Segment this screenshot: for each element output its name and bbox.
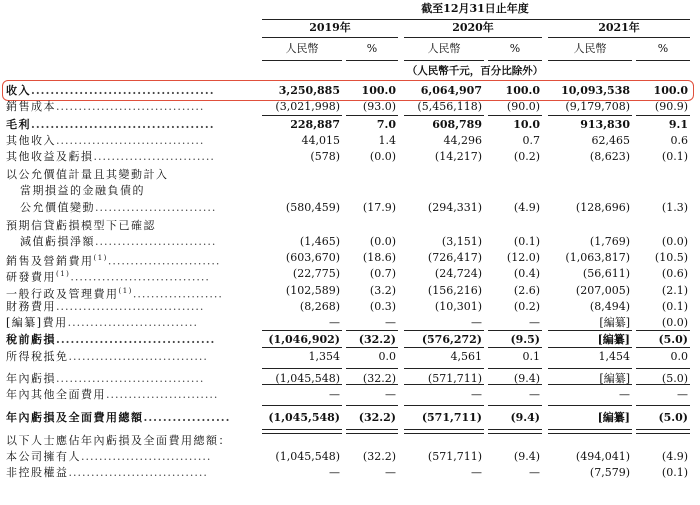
subtotal-rule xyxy=(548,368,632,369)
table-cell: 1,354 xyxy=(308,350,340,363)
col-underline-u21 xyxy=(548,60,632,61)
row-label-text: 公允價值變動 xyxy=(20,201,95,214)
table-cell: (4.9) xyxy=(661,450,688,463)
table-cell: [編纂] xyxy=(597,411,630,424)
footnote-marker: (1) xyxy=(93,254,108,262)
table-cell: 100.0 xyxy=(361,84,396,97)
leader-dots: ............................. xyxy=(81,450,212,463)
subtotal-rule xyxy=(636,384,690,385)
row-label-text: [編纂]費用 xyxy=(6,316,68,329)
subtotal-rule xyxy=(262,368,342,369)
table-cell: 913,830 xyxy=(580,118,630,131)
row-label-text: 稅前虧損 xyxy=(6,333,56,346)
row-label-text: 銷售及營銷費用 xyxy=(6,254,94,268)
subtotal-rule xyxy=(346,347,398,348)
table-cell: 228,887 xyxy=(290,118,340,131)
table-cell: 0.7 xyxy=(522,134,540,147)
table-cell: (1,045,548) xyxy=(275,450,340,463)
row-label-text: 非控股權益 xyxy=(6,466,69,479)
leader-dots: ........................... xyxy=(95,201,217,214)
subtotal-rule xyxy=(262,115,342,116)
table-cell: (0.6) xyxy=(661,267,688,280)
table-cell: (32.2) xyxy=(362,450,396,463)
subtotal-rule xyxy=(346,330,398,331)
row-label xyxy=(6,350,208,364)
col-underline-u19 xyxy=(262,60,342,61)
col-underline-p20 xyxy=(488,60,542,61)
subtotal-rule xyxy=(636,368,690,369)
subtotal-rule xyxy=(548,347,632,348)
row-label xyxy=(6,372,204,386)
table-cell: 0.0 xyxy=(378,350,396,363)
table-cell: (9,179,708) xyxy=(565,100,630,113)
period-header: 截至12月31日止年度 xyxy=(421,2,529,15)
subtotal-rule xyxy=(262,347,342,348)
subtotal-rule xyxy=(262,330,342,331)
row-label xyxy=(6,411,230,425)
table-cell: 6,064,907 xyxy=(420,84,482,97)
table-cell: 0.0 xyxy=(670,350,688,363)
pct-2021: % xyxy=(657,42,669,55)
table-cell: (5.0) xyxy=(658,411,688,424)
subtotal-rule xyxy=(488,384,542,385)
row-label xyxy=(20,184,145,198)
row-label-text: 財務費用 xyxy=(6,300,56,313)
table-cell: (2.1) xyxy=(661,284,688,297)
leader-dots: ............................... xyxy=(68,350,208,363)
total-double-rule xyxy=(404,429,484,434)
table-cell: (90.9) xyxy=(654,100,688,113)
table-cell: (1,045,548) xyxy=(275,372,340,385)
row-label xyxy=(6,388,218,402)
subtotal-rule xyxy=(346,405,398,406)
subtotal-rule xyxy=(636,405,690,406)
subtotal-rule xyxy=(488,347,542,348)
table-cell: (5.0) xyxy=(661,372,688,385)
table-cell: (0.1) xyxy=(661,300,688,313)
row-label-text: 本公司擁有人 xyxy=(6,450,81,463)
subtotal-rule xyxy=(636,347,690,348)
row-label-text: 預期信貸虧損模型下已確認 xyxy=(6,219,156,232)
table-cell: (10,301) xyxy=(434,300,482,313)
total-double-rule xyxy=(346,429,398,434)
unit-2019: 人民幣 xyxy=(285,42,319,55)
table-cell: (1.3) xyxy=(661,201,688,214)
table-cell: (14,217) xyxy=(434,150,482,163)
table-cell: 9.1 xyxy=(668,118,688,131)
table-cell: (4.9) xyxy=(513,201,540,214)
table-cell: — xyxy=(385,388,396,401)
table-cell: (18.6) xyxy=(362,251,396,264)
subtotal-rule xyxy=(636,330,690,331)
table-cell: (12.0) xyxy=(506,251,540,264)
subtotal-rule xyxy=(346,368,398,369)
row-label xyxy=(6,333,215,347)
subtotal-rule xyxy=(404,115,484,116)
table-cell: (0.7) xyxy=(369,267,396,280)
row-label xyxy=(6,84,215,98)
leader-dots: ......................... xyxy=(106,388,219,401)
table-cell: (0.2) xyxy=(513,300,540,313)
leader-dots: ................................. xyxy=(56,100,205,113)
table-cell: 608,789 xyxy=(432,118,482,131)
table-cell: — xyxy=(329,388,340,401)
table-cell: (128,696) xyxy=(575,201,630,214)
row-label-text: 年內虧損 xyxy=(6,372,56,385)
table-cell: (3,151) xyxy=(441,235,482,248)
table-cell: 3,250,885 xyxy=(278,84,340,97)
table-cell: 10,093,538 xyxy=(561,84,630,97)
subtotal-rule xyxy=(262,405,342,406)
table-cell: — xyxy=(385,316,396,329)
col-underline-u20 xyxy=(404,60,484,61)
table-cell: 1.4 xyxy=(378,134,396,147)
table-cell: — xyxy=(329,316,340,329)
unit-note: （人民幣千元，百分比除外） xyxy=(406,65,544,77)
row-label xyxy=(6,150,215,164)
table-cell: — xyxy=(619,388,630,401)
table-cell: 44,015 xyxy=(301,134,340,147)
row-label-text: 年內虧損及全面費用總額 xyxy=(6,411,144,424)
row-label-text: 以下人士應佔年內虧損及全面費用總額： xyxy=(6,434,231,447)
leader-dots: ...................................... xyxy=(31,118,215,131)
leader-dots: ............................... xyxy=(68,466,208,479)
row-label-text: 減值虧損淨額 xyxy=(20,235,95,248)
table-cell: [編纂] xyxy=(599,372,630,385)
row-label xyxy=(6,168,169,182)
row-label-text: 以公允價值計量且其變動計入 xyxy=(6,168,169,181)
row-label xyxy=(6,466,208,480)
subtotal-rule xyxy=(404,384,484,385)
subtotal-rule xyxy=(488,405,542,406)
table-cell: (1,046,902) xyxy=(268,333,340,346)
table-cell: (24,724) xyxy=(434,267,482,280)
table-cell: (576,272) xyxy=(421,333,482,346)
table-cell: 100.0 xyxy=(653,84,688,97)
row-label xyxy=(6,267,210,285)
row-label-text: 其他收益及虧損 xyxy=(6,150,94,163)
row-label xyxy=(6,316,198,330)
table-cell: 0.6 xyxy=(670,134,688,147)
table-cell: (0.0) xyxy=(369,235,396,248)
period-underline xyxy=(262,19,690,20)
table-cell: (0.2) xyxy=(513,150,540,163)
row-label-text: 毛利 xyxy=(6,118,31,131)
year-2020-header: 2020年 xyxy=(452,21,494,34)
pct-2020: % xyxy=(509,42,521,55)
table-cell: 62,465 xyxy=(591,134,630,147)
table-cell: 100.0 xyxy=(505,84,540,97)
leader-dots: ................................. xyxy=(56,333,216,346)
leader-dots: .................. xyxy=(143,411,231,424)
table-cell: (571,711) xyxy=(427,372,482,385)
row-label xyxy=(6,434,231,448)
row-label xyxy=(20,235,216,249)
row-label-text: 其他收入 xyxy=(6,134,56,147)
table-cell: [編纂] xyxy=(597,333,630,346)
table-cell: (0.3) xyxy=(369,300,396,313)
row-label xyxy=(6,251,220,269)
table-cell: — xyxy=(329,466,340,479)
row-label-text: 一般行政及管理費用 xyxy=(6,287,119,301)
row-label xyxy=(6,300,204,314)
row-label xyxy=(6,100,204,114)
table-cell: [編纂] xyxy=(599,316,630,329)
table-cell: (8,623) xyxy=(589,150,630,163)
row-label-text: 收入 xyxy=(6,84,31,97)
leader-dots: ................................. xyxy=(56,300,205,313)
table-cell: (571,711) xyxy=(421,411,482,424)
row-label xyxy=(6,284,223,302)
table-cell: — xyxy=(471,466,482,479)
table-cell: — xyxy=(677,388,688,401)
subtotal-rule xyxy=(548,330,632,331)
table-cell: (578) xyxy=(310,150,340,163)
leader-dots: ................................. xyxy=(56,372,205,385)
subtotal-rule xyxy=(548,115,632,116)
row-label xyxy=(6,450,211,464)
table-cell: (0.4) xyxy=(513,267,540,280)
subtotal-rule xyxy=(262,384,342,385)
table-cell: (0.1) xyxy=(513,235,540,248)
subtotal-rule xyxy=(548,405,632,406)
table-cell: (571,711) xyxy=(427,450,482,463)
table-cell: (726,417) xyxy=(427,251,482,264)
table-cell: 1,454 xyxy=(598,350,630,363)
total-double-rule xyxy=(548,429,632,434)
row-label xyxy=(6,118,215,132)
total-double-rule xyxy=(636,429,690,434)
unit-2021: 人民幣 xyxy=(573,42,607,55)
table-cell: (1,063,817) xyxy=(565,251,630,264)
pct-2019: % xyxy=(366,42,378,55)
table-cell: 10.0 xyxy=(513,118,540,131)
footnote-marker: (1) xyxy=(118,287,133,295)
table-cell: (3.2) xyxy=(369,284,396,297)
leader-dots: ......................... xyxy=(107,254,221,268)
table-cell: (207,005) xyxy=(575,284,630,297)
table-cell: — xyxy=(529,316,540,329)
row-label xyxy=(6,134,204,148)
unit-2020: 人民幣 xyxy=(427,42,461,55)
leader-dots: ........................... xyxy=(95,235,217,248)
year-2021-header: 2021年 xyxy=(598,21,640,34)
table-cell: — xyxy=(385,466,396,479)
subtotal-rule xyxy=(488,368,542,369)
table-cell: (9.4) xyxy=(510,411,540,424)
row-label-text: 研發費用 xyxy=(6,270,56,284)
subtotal-rule xyxy=(346,115,398,116)
subtotal-rule xyxy=(488,330,542,331)
table-cell: — xyxy=(529,388,540,401)
table-cell: (494,041) xyxy=(575,450,630,463)
table-cell: (93.0) xyxy=(362,100,396,113)
table-cell: (9.5) xyxy=(510,333,540,346)
table-cell: (3,021,998) xyxy=(275,100,340,113)
table-cell: (22,775) xyxy=(292,267,340,280)
leader-dots: ........................... xyxy=(93,150,215,163)
table-cell: — xyxy=(529,466,540,479)
table-cell: — xyxy=(471,316,482,329)
subtotal-rule xyxy=(346,384,398,385)
subtotal-rule xyxy=(404,405,484,406)
table-cell: (10.5) xyxy=(654,251,688,264)
table-cell: 0.1 xyxy=(522,350,540,363)
subtotal-rule xyxy=(404,368,484,369)
table-cell: (0.0) xyxy=(369,150,396,163)
subtotal-rule xyxy=(636,115,690,116)
table-cell: (2.6) xyxy=(513,284,540,297)
table-cell: 44,296 xyxy=(443,134,482,147)
table-cell: (294,331) xyxy=(427,201,482,214)
leader-dots: ............................. xyxy=(67,316,198,329)
footnote-marker: (1) xyxy=(56,270,71,278)
table-cell: (56,611) xyxy=(582,267,630,280)
year-2019-underline xyxy=(262,37,398,38)
leader-dots: ...................................... xyxy=(31,84,215,97)
table-cell: (5,456,118) xyxy=(417,100,482,113)
year-2021-underline xyxy=(548,37,690,38)
year-2019-header: 2019年 xyxy=(309,21,351,34)
table-cell: (32.2) xyxy=(362,372,396,385)
table-cell: (1,769) xyxy=(589,235,630,248)
subtotal-rule xyxy=(404,347,484,348)
table-cell: (32.2) xyxy=(358,333,396,346)
table-cell: (0.0) xyxy=(661,316,688,329)
table-cell: 4,561 xyxy=(450,350,482,363)
leader-dots: .................... xyxy=(132,287,223,301)
table-cell: 7.0 xyxy=(376,118,396,131)
total-double-rule xyxy=(488,429,542,434)
subtotal-rule xyxy=(404,330,484,331)
table-cell: (90.0) xyxy=(506,100,540,113)
table-cell: (9.4) xyxy=(513,450,540,463)
table-cell: (7,579) xyxy=(589,466,630,479)
table-cell: (102,589) xyxy=(285,284,340,297)
table-cell: (8,494) xyxy=(589,300,630,313)
table-cell: (0.1) xyxy=(661,150,688,163)
subtotal-rule xyxy=(488,115,542,116)
leader-dots: ................................. xyxy=(56,134,205,147)
table-cell: (17.9) xyxy=(362,201,396,214)
row-label xyxy=(6,219,156,233)
table-cell: (1,045,548) xyxy=(268,411,340,424)
year-2020-underline xyxy=(404,37,542,38)
table-cell: (580,459) xyxy=(285,201,340,214)
table-cell: (5.0) xyxy=(658,333,688,346)
row-label-text: 所得稅抵免 xyxy=(6,350,69,363)
row-label xyxy=(20,201,216,215)
subtotal-rule xyxy=(548,384,632,385)
table-cell: (0.1) xyxy=(661,466,688,479)
col-underline-p21 xyxy=(636,60,690,61)
row-label-text: 年內其他全面費用 xyxy=(6,388,106,401)
table-cell: (156,216) xyxy=(427,284,482,297)
row-label-text: 當期損益的金融負債的 xyxy=(20,184,145,197)
row-label-text: 銷售成本 xyxy=(6,100,56,113)
table-cell: (32.2) xyxy=(358,411,396,424)
table-cell: (0.0) xyxy=(661,235,688,248)
col-underline-p19 xyxy=(346,60,398,61)
table-cell: (9.4) xyxy=(513,372,540,385)
leader-dots: ............................... xyxy=(70,270,210,284)
table-cell: (1,465) xyxy=(299,235,340,248)
table-cell: (8,268) xyxy=(299,300,340,313)
table-cell: — xyxy=(471,388,482,401)
table-cell: (603,670) xyxy=(285,251,340,264)
total-double-rule xyxy=(262,429,342,434)
